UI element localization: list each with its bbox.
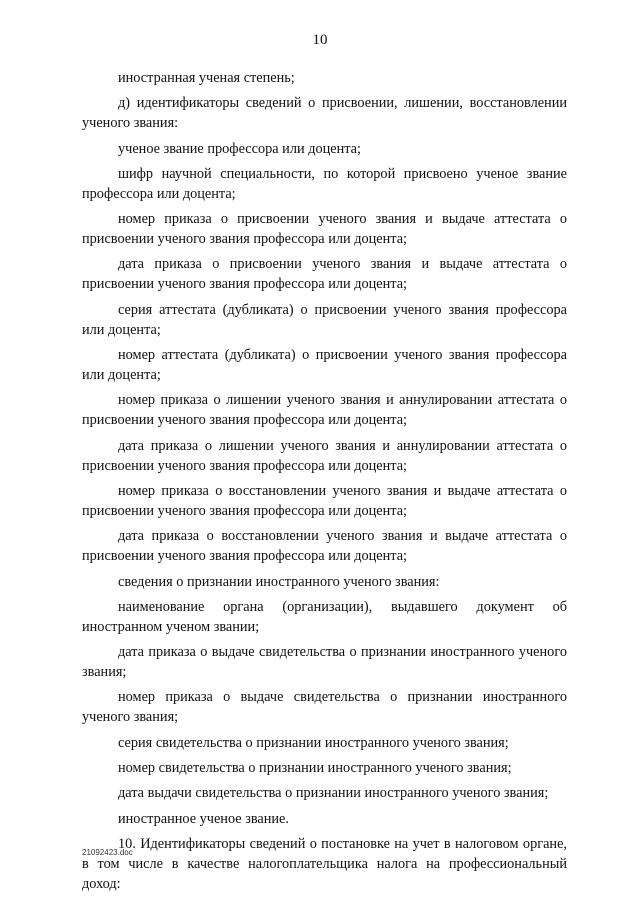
paragraph: серия аттестата (дубликата) о присвоении ученого звания профессора или доцента; xyxy=(82,301,567,338)
document-body xyxy=(82,68,567,899)
paragraph: дата выдачи свидетельства о признании иностранного ученого звания; xyxy=(118,785,549,802)
paragraph: дата приказа о лишении ученого звания и аннулировании аттестата о присвоении ученого звания профессора или доцента; xyxy=(82,437,567,474)
paragraph: дата приказа о выдаче свидетельства о признании иностранного ученого звания; xyxy=(82,644,567,681)
paragraph: номер свидетельства о признании иностранного ученого звания; xyxy=(118,760,512,777)
paragraph: 10. Идентификаторы сведений о постановке на учет в налоговом органе, в том числе в качестве налогоплательщика налога на профессиональный доход: xyxy=(82,835,567,892)
paragraph: дата приказа о восстановлении ученого звания и выдаче аттестата о присвоении ученого звания профессора или доцента; xyxy=(82,528,567,565)
paragraph: наименование органа (организации), выдавшего документ об иностранном ученом звании; xyxy=(82,598,567,635)
paragraph: д) идентификаторы сведений о присвоении, лишении, восстановлении ученого звания: xyxy=(82,95,567,132)
paragraph: номер приказа о лишении ученого звания и аннулировании аттестата о присвоении ученого звания профессора или доцента; xyxy=(82,392,567,429)
page-number: 10 xyxy=(312,32,328,48)
paragraph: серия свидетельства о признании иностранного ученого звания; xyxy=(118,734,509,751)
paragraph: номер аттестата (дубликата) о присвоении ученого звания профессора или доцента; xyxy=(82,347,567,384)
paragraph: иностранная ученая степень; xyxy=(118,70,295,86)
paragraph: номер приказа о восстановлении ученого звания и выдаче аттестата о присвоении ученого звания профессора или доцента; xyxy=(82,482,567,519)
file-name-footer: 21092423.doc xyxy=(82,848,133,857)
paragraph: иностранное ученое звание. xyxy=(118,810,289,827)
paragraph: номер приказа о выдаче свидетельства о признании иностранного ученого звания; xyxy=(82,689,567,726)
paragraph: номер приказа о присвоении ученого звания и выдаче аттестата о присвоении ученого звания профессора или доцента; xyxy=(82,211,567,248)
paragraph: шифр научной специальности, по которой присвоено ученое звание профессора или доцента; xyxy=(82,165,567,202)
paragraph: дата приказа о присвоении ученого звания и выдаче аттестата о присвоении ученого звания профессора или доцента; xyxy=(82,256,567,293)
paragraph: ученое звание профессора или доцента; xyxy=(118,140,361,157)
paragraph: сведения о признании иностранного ученого звания: xyxy=(118,573,440,590)
